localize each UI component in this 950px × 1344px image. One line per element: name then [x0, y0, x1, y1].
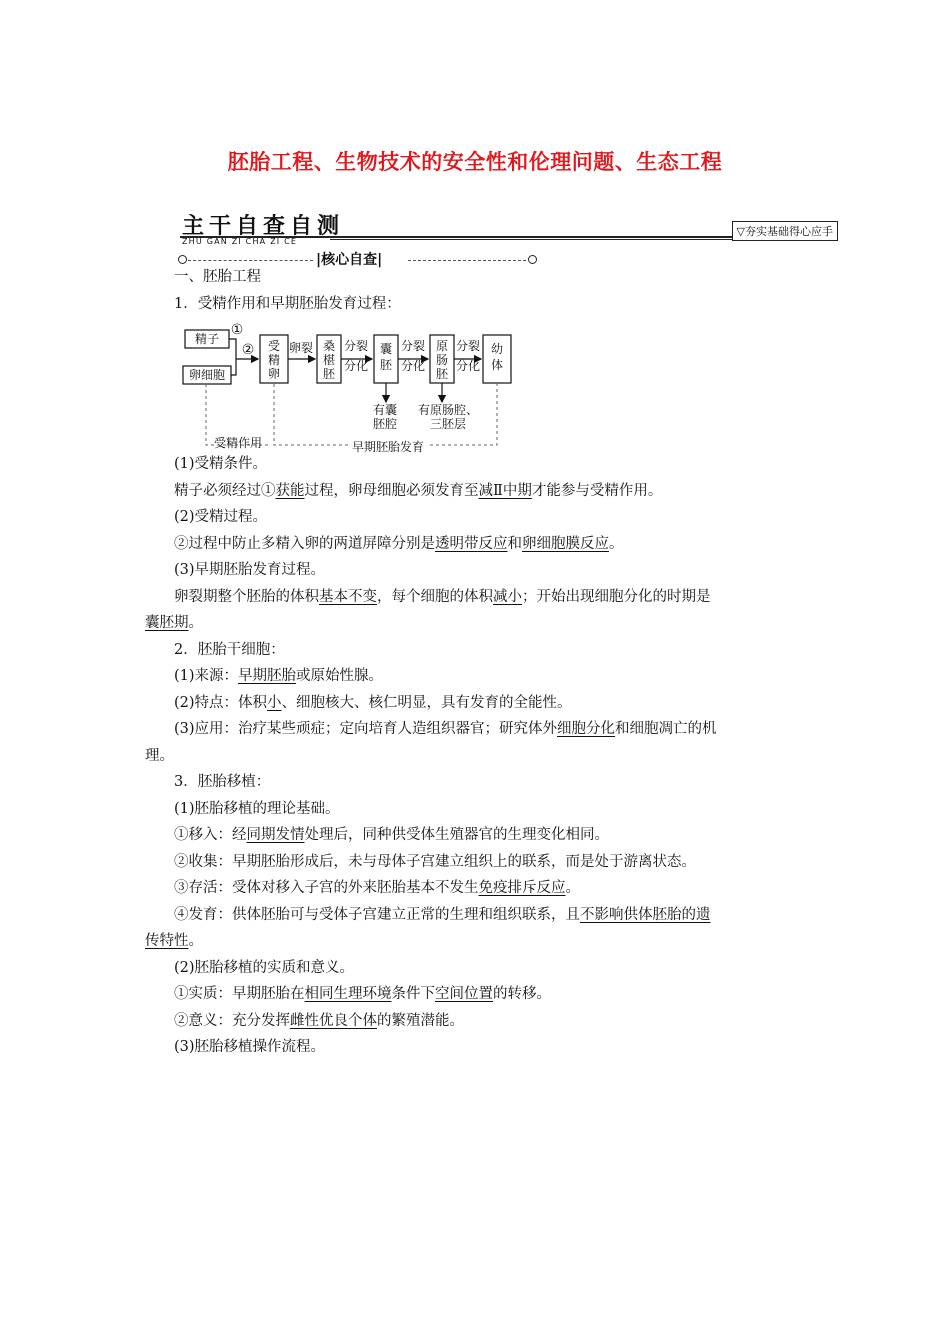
answer-blank: 减Ⅱ中期 [478, 482, 532, 499]
text-line [145, 504, 810, 531]
zygote-3: 卵 [267, 367, 281, 381]
text-segment: ，每个细胞的体积 [377, 588, 493, 605]
page-title: 胚胎工程、生物技术的安全性和伦理问题、生态工程 [227, 149, 723, 174]
fertilization-label: 受精作用 [213, 436, 263, 450]
text-segment: 和 [507, 535, 522, 552]
answer-blank: 囊胚期 [145, 615, 189, 631]
egg-label: 卵细胞 [188, 368, 226, 382]
dash-left [188, 260, 313, 261]
morula-3: 胚 [322, 367, 336, 381]
text-line [145, 478, 810, 505]
banner-tag: ▽夯实基础得心应手 [732, 221, 838, 241]
zygote-2: 精 [267, 353, 281, 367]
text-segment: (3)胚胎移植操作流程。 [174, 1039, 326, 1055]
blasto-note-1: 有囊 [372, 403, 398, 417]
answer-blank: 透明带反应 [435, 535, 508, 552]
text-line [145, 610, 810, 637]
diff2-bottom: 分化 [400, 359, 426, 373]
section-banner [180, 209, 838, 247]
text-segment: 1．受精作用和早期胚胎发育过程： [174, 295, 401, 312]
text-block-top [145, 264, 810, 317]
gastrula-note-2: 三胚层 [429, 417, 467, 431]
text-segment: 的繁殖潜能。 [377, 1012, 464, 1029]
text-segment: 3．胚胎移植： [174, 774, 271, 790]
text-segment: (3)早期胚胎发育过程。 [174, 562, 326, 578]
morula-2: 椹 [322, 353, 336, 367]
blasto-note-2: 胚腔 [372, 417, 398, 431]
text-segment: (2)胚胎移植的实质和意义。 [174, 959, 355, 976]
blastocyst-2: 胚 [379, 358, 393, 372]
text-segment: 和细胞凋亡的机 [615, 721, 717, 737]
answer-blank: 空间位置 [435, 986, 493, 1002]
banner-tag-text: 夯实基础得心应手 [745, 225, 833, 238]
answer-blank: 获能 [275, 482, 305, 499]
answer-blank: 雌性优良个体 [290, 1012, 377, 1029]
text-line [145, 557, 810, 584]
answer-blank: 小 [267, 694, 282, 711]
diff3-top: 分裂 [455, 339, 481, 353]
text-line [145, 637, 810, 664]
gastrula-note-1: 有原肠腔、 [417, 403, 479, 417]
text-segment: 或原始性腺。 [296, 668, 384, 684]
text-segment: (1)来源： [174, 668, 239, 684]
gastrula-3: 胚 [435, 367, 449, 381]
answer-blank: 同期发情 [246, 827, 305, 843]
text-segment: 才能参与受精作用。 [531, 482, 663, 499]
fertilization-diagram [178, 320, 518, 460]
text-segment: 理。 [145, 747, 174, 764]
text-line [145, 690, 810, 717]
morula-1: 桑 [322, 339, 336, 353]
embryo-1: 幼 [490, 342, 504, 356]
diff3-bottom: 分化 [455, 359, 481, 373]
answer-blank: 不影响供体胚胎的遗 [580, 906, 711, 923]
text-segment: ③存活：受体对移入子宫的外来胚胎基本不发生 [174, 880, 479, 896]
text-segment: (2)特点：体积 [174, 694, 268, 711]
answer-blank: 早期胚胎 [238, 668, 297, 684]
step1-label: ① [230, 322, 244, 338]
text-line [145, 822, 810, 849]
text-segment: ②收集：早期胚胎形成后，未与母体子宫建立组织上的联系，而是处于游离状态。 [174, 853, 696, 870]
text-segment: ②过程中防止多精入卵的两道屏障分别是 [174, 535, 435, 552]
text-segment: ；开始出现细胞分化的时期是 [522, 588, 711, 605]
text-segment: ④发育：供体胚胎可与受体子宫建立正常的生理和组织联系，且 [174, 906, 580, 923]
cleavage-label: 卵裂 [288, 341, 314, 355]
step2-label: ② [241, 342, 255, 358]
early-development-label: 早期胚胎发育 [351, 440, 425, 454]
dash-right [408, 260, 526, 261]
zygote-1: 受 [267, 339, 281, 353]
text-segment: (1)受精条件。 [174, 456, 268, 472]
text-segment: (3)应用：治疗某些顽症；定向培育人造组织器官；研究体外 [174, 721, 558, 737]
diff1-bottom: 分化 [343, 359, 369, 373]
text-line [145, 531, 810, 558]
sperm-label: 精子 [194, 332, 220, 346]
text-segment: (1)胚胎移植的理论基础。 [174, 800, 340, 817]
text-line [145, 875, 810, 902]
text-line [145, 849, 810, 876]
blastocyst-1: 囊 [379, 342, 393, 356]
text-segment: 一、胚胎工程 [174, 269, 261, 285]
answer-blank: 卵细胞膜反应 [522, 535, 609, 552]
text-segment: ①移入：经 [174, 827, 247, 843]
text-segment: ②意义：充分发挥 [174, 1012, 290, 1029]
text-segment: 。 [188, 615, 203, 631]
banner-title: 主干自查自测 [182, 214, 345, 239]
text-line [145, 743, 810, 770]
text-segment: 的转移。 [493, 986, 551, 1002]
text-line [145, 264, 810, 291]
text-line [145, 663, 810, 690]
text-segment: 、细胞核大、核仁明显，具有发育的全能性。 [281, 694, 572, 711]
gastrula-1: 原 [435, 339, 449, 353]
text-segment: ①实质：早期胚胎在 [174, 986, 305, 1002]
text-line [145, 451, 810, 478]
answer-blank: 基本不变 [319, 588, 377, 605]
diff1-top: 分裂 [343, 339, 369, 353]
text-line [145, 716, 810, 743]
text-line [145, 981, 810, 1008]
text-segment: 。 [609, 535, 624, 552]
banner-pinyin: ZHU GAN ZI CHA ZI CE [182, 237, 298, 246]
answer-blank: 传特性 [145, 933, 189, 949]
text-segment: 条件下 [391, 986, 435, 1002]
dot-right-icon [528, 255, 537, 264]
text-segment: 处理后，同种供受体生殖器官的生理变化相同。 [304, 827, 609, 843]
diff2-top: 分裂 [400, 339, 426, 353]
text-line [145, 291, 810, 318]
text-line [145, 1008, 810, 1035]
text-line [145, 902, 810, 929]
answer-blank: 减小 [493, 588, 522, 605]
core-check-label: |核心自查| [316, 252, 383, 268]
text-segment: 。 [188, 933, 203, 949]
text-line [145, 796, 810, 823]
text-block-main [145, 451, 810, 1061]
text-line [145, 769, 810, 796]
gastrula-2: 肠 [435, 353, 449, 367]
text-segment: 2．胚胎干细胞： [174, 641, 285, 658]
answer-blank: 免疫排斥反应 [478, 880, 566, 896]
text-line [145, 928, 810, 955]
text-line [145, 955, 810, 982]
answer-blank: 细胞分化 [557, 721, 616, 737]
answer-blank: 相同生理环境 [304, 986, 392, 1002]
text-segment: 卵裂期整个胚胎的体积 [174, 588, 319, 605]
text-line [145, 1034, 810, 1061]
text-segment: (2)受精过程。 [174, 509, 268, 525]
text-segment: 。 [565, 880, 580, 896]
text-line [145, 584, 810, 611]
text-segment: 过程，卵母细胞必须发育至 [304, 482, 479, 499]
text-segment: 精子必须经过① [174, 482, 276, 499]
embryo-2: 体 [490, 358, 504, 372]
dot-left-icon [178, 255, 187, 264]
